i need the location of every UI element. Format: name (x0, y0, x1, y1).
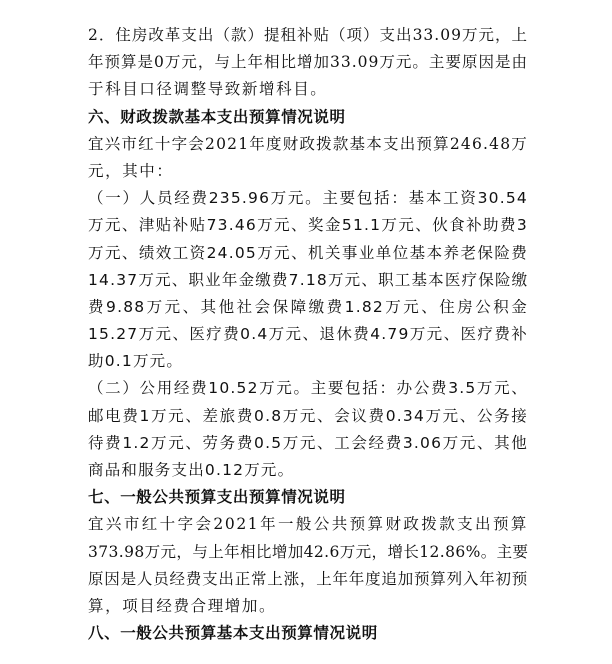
paragraph-line: 14.37万元、职业年金缴费7.18万元、职工基本医疗保险缴 (88, 270, 529, 289)
section-heading: 六、财政拨款基本支出预算情况说明 (88, 107, 346, 126)
paragraph-line: 万元、津贴补贴73.46万元、奖金51.1万元、伙食补助费3 (88, 216, 528, 235)
paragraph-line: 元，其中： (88, 161, 174, 180)
paragraph-line: 宜兴市红十字会2021年一般公共预算财政拨款支出预算 (88, 515, 528, 534)
paragraph-line: 算，项目经费合理增加。 (88, 596, 277, 615)
paragraph-line: 待费1.2万元、劳务费0.5万元、工会经费3.06万元、其他 (88, 433, 528, 452)
paragraph-line: （二）公用经费10.52万元。主要包括：办公费3.5万元、 (88, 379, 528, 398)
paragraph-line: 邮电费1万元、差旅费0.8万元、会议费0.34万元、公务接 (88, 406, 528, 425)
paragraph-line: 商品和服务支出0.12万元。 (88, 461, 295, 479)
paragraph-line: 万元、绩效工资24.05万元、机关事业单位基本养老保险费 (88, 243, 528, 262)
paragraph-line: （一）人员经费235.96万元。主要包括：基本工资30.54 (88, 189, 528, 208)
paragraph-line: 2．住房改革支出（款）提租补贴（项）支出33.09万元，上 (88, 26, 528, 44)
paragraph-line: 年预算是0万元，与上年相比增加33.09万元。主要原因是由 (88, 53, 528, 72)
paragraph-line: 于科目口径调整导致新增科目。 (88, 80, 328, 99)
section-heading: 七、一般公共预算支出预算情况说明 (88, 488, 346, 507)
paragraph-line: 助0.1万元。 (88, 352, 184, 371)
paragraph-line: 15.27万元、医疗费0.4万元、退休费4.79万元、医疗费补 (88, 325, 528, 344)
paragraph-line: 宜兴市红十字会2021年度财政拨款基本支出预算246.48万 (88, 134, 528, 153)
paragraph-line: 373.98万元，与上年相比增加42.6万元，增长12.86%。主要 (88, 542, 529, 561)
paragraph-line: 费9.88万元、其他社会保障缴费1.82万元、住房公积金 (88, 297, 528, 316)
paragraph-line: 原因是人员经费支出正常上涨，上年年度追加预算列入年初预 (88, 569, 529, 588)
section-heading: 八、一般公共预算基本支出预算情况说明 (88, 624, 378, 643)
